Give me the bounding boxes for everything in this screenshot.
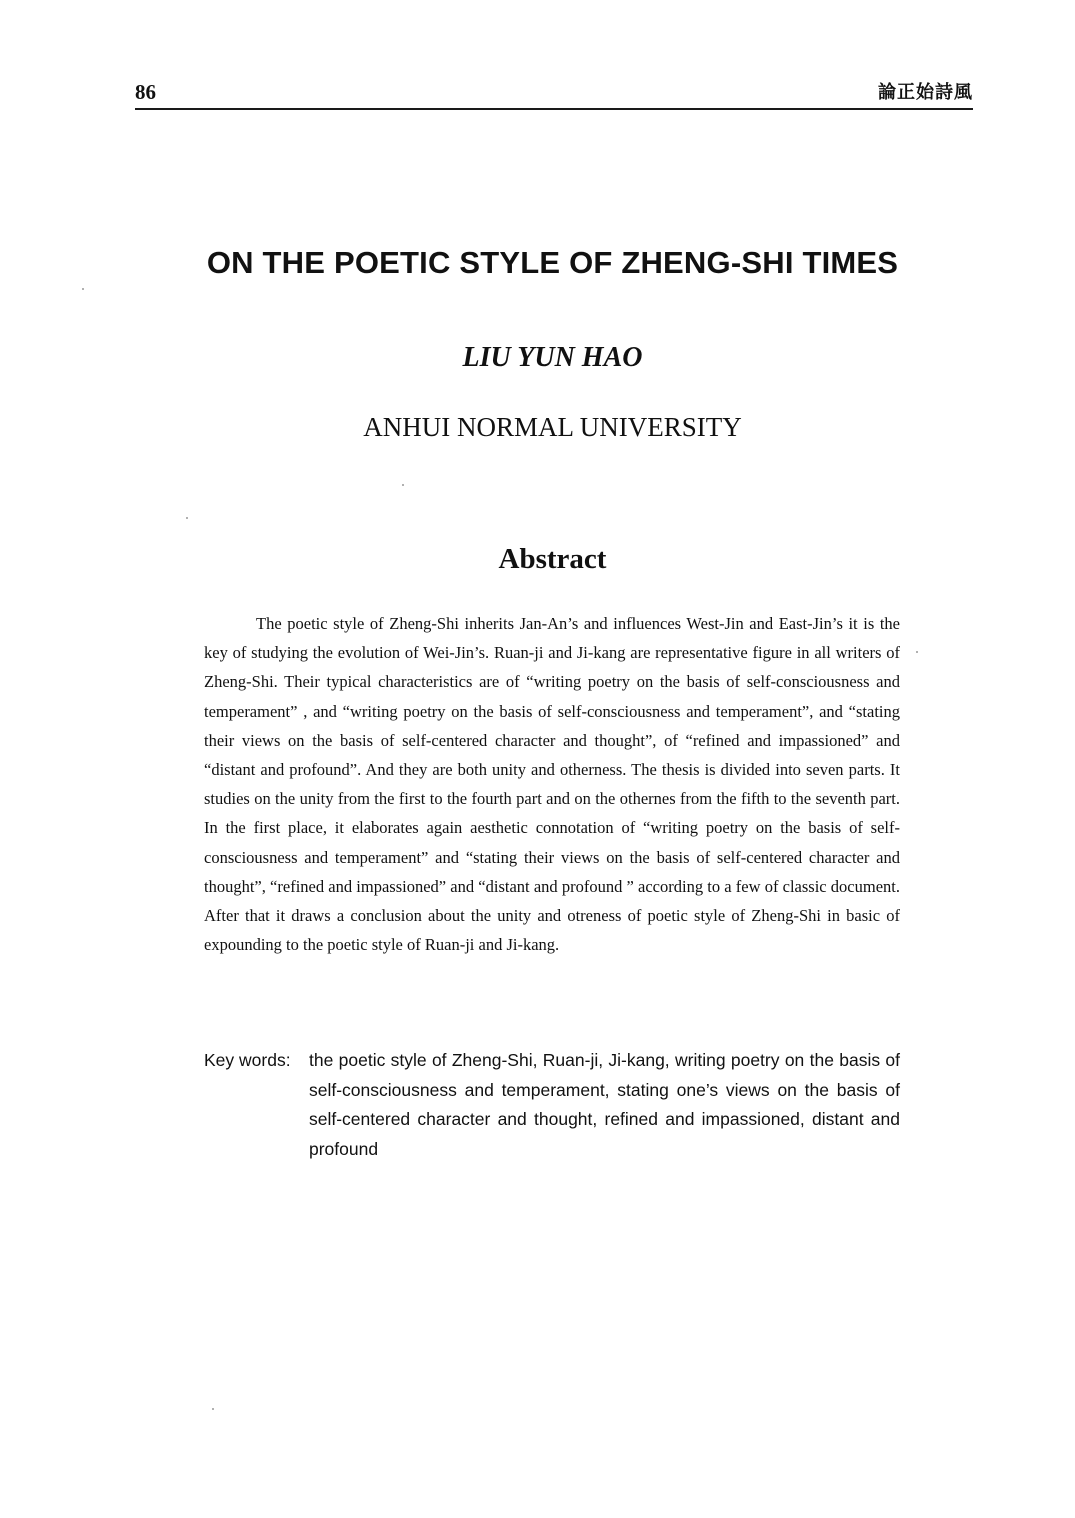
keywords-text: the poetic style of Zheng-Shi, Ruan-ji, Ji-kang, writing poetry on the basis of self-consciousness and temperament, stating one’s views on the basis of self-centered character and thought, refined and impassioned, distant and profound [309,1050,900,1159]
journal-title: 論正始詩風 [878,82,973,103]
abstract-body: The poetic style of Zheng-Shi inherits Jan-An’s and influences West-Jin and East-Jin’s it is the key of studying the evolution of Wei-Jin’s. Ruan-ji and Ji-kang are representative figure in all writers of Zheng-Shi. Their typical characteristics are of “writing poetry on the basis of self-consciousness and temperament” , and “writing poetry on the basis of self-consciousness and temperament”, and “stating their views on the basis of self-centered character and thought”, of “refined and impassioned” and “distant and profound”. And they are both unity and otherness. The thesis is divided into seven parts. It studies on the unity from the first to the fourth part and on the othernes from the fifth to the seventh part. In the first place, it elaborates again aesthetic connotation of “writing poetry on the basis of self-consciousness and temperament” and “stating their views on the basis of self-centered character and thought”, “refined and impassioned” and “distant and profound ” according to a few of classic document. After that it draws a conclusion about the unity and otreness of poetic style of Zheng-Shi in basic of expounding to the poetic style of Ruan-ji and Ji-kang. [204,614,900,955]
scan-speck [82,288,84,290]
author-name: LIU YUN HAO [462,342,643,373]
scan-speck [186,517,188,519]
page-number: 86 [135,80,156,104]
keywords-section [204,1046,900,1166]
scan-speck [916,651,918,653]
author-affiliation: ANHUI NORMAL UNIVERSITY [363,412,742,442]
keywords-label: Key words: [204,1050,291,1070]
abstract-heading: Abstract [498,543,607,575]
scan-speck [212,1408,214,1410]
running-header [135,78,973,110]
article-title: ON THE POETIC STYLE OF ZHENG-SHI TIMES [206,245,899,280]
scan-speck [402,484,404,486]
